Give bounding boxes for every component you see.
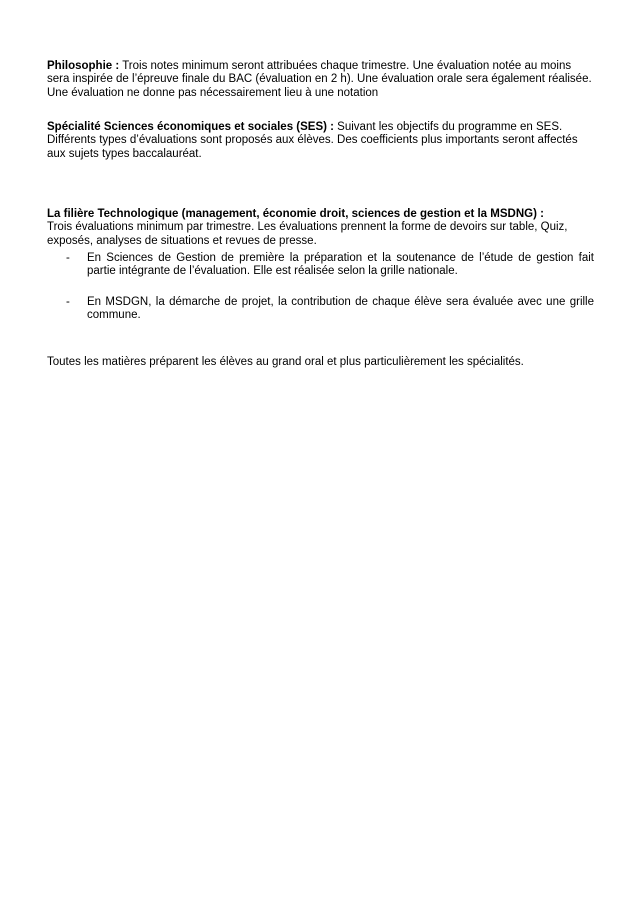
- section-technologique: [47, 208, 594, 248]
- paragraph-philosophie: [47, 60, 594, 100]
- bullet-text: En MSDGN, la démarche de projet, la contribution de chaque élève sera évaluée avec une grille commune.: [87, 296, 594, 322]
- ses-text: Suivant les objectifs du programme en SES. Différents types d’évaluations sont proposés aux élèves. Des coefficients plus importants seront affectés aux sujets types baccalauréat.: [47, 121, 578, 160]
- philosophie-text: Trois notes minimum seront attribuées chaque trimestre. Une évaluation notée au moins sera inspirée de l’épreuve finale du BAC (évaluation en 2 h). Une évaluation orale sera également réalisée. Une évaluation ne donne pas nécessairement lieu à une notation: [47, 60, 592, 99]
- technologique-heading: La filière Technologique (management, économie droit, sciences de gestion et la MSDNG) :: [47, 208, 544, 220]
- bullet-dash: -: [66, 252, 70, 264]
- paragraph-conclusion: Toutes les matières préparent les élèves au grand oral et plus particulièrement les spécialités.: [47, 356, 524, 368]
- technologique-text: Trois évaluations minimum par trimestre. Les évaluations prennent la forme de devoirs sur table, Quiz, exposés, analyses de situations et revues de presse.: [47, 221, 568, 247]
- philosophie-heading: Philosophie :: [47, 60, 120, 72]
- bullet-dash: -: [66, 296, 70, 308]
- bullet-list-item: [47, 296, 594, 323]
- list-item: [47, 296, 594, 323]
- paragraph-ses: [47, 121, 594, 161]
- bullet-list-item: [47, 252, 594, 279]
- ses-heading: Spécialité Sciences économiques et sociales (SES) :: [47, 121, 334, 133]
- list-item: [47, 252, 594, 279]
- bullet-text: En Sciences de Gestion de première la préparation et la soutenance de l’étude de gestion fait partie intégrante de l’évaluation. Elle est réalisée selon la grille nationale.: [87, 252, 594, 278]
